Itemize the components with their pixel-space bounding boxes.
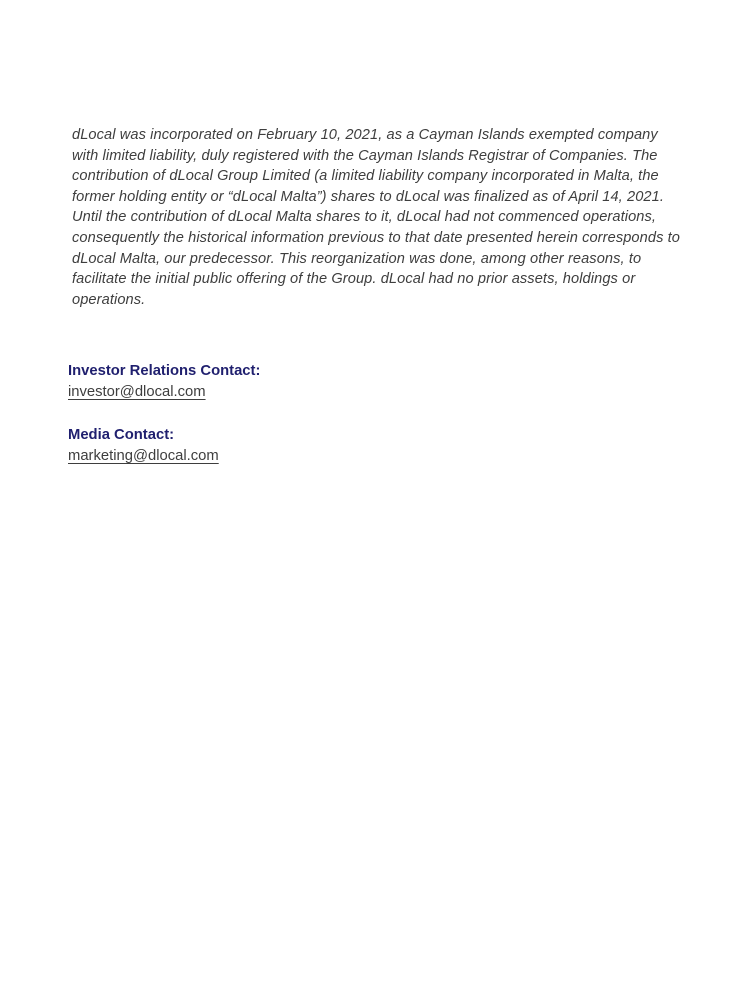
contacts-section — [68, 361, 260, 467]
media-email-link[interactable]: marketing@dlocal.com — [68, 448, 219, 464]
incorporation-disclaimer-paragraph: dLocal was incorporated on February 10, 2021, as a Cayman Islands exempted company with limited liability, duly registered with the Cayman Islands Registrar of Companies. The contribution of dLocal Group Limited (a limited liability company incorporated in Malta, the former holding entity or “dLocal Malta”) shares to dLocal was finalized as of April 14, 2021. Until the contribution of dLocal Malta shares to it, dLocal had not commenced operations, consequently the historical information previous to that date presented herein corresponds to dLocal Malta, our predecessor. This reorganization was done, among other reasons, to facilitate the initial public offering of the Group. dLocal had no prior assets, holdings or operations. — [72, 127, 680, 308]
investor-relations-contact-block — [68, 361, 260, 403]
media-contact-heading: Media Contact: — [68, 427, 175, 443]
investor-relations-contact-heading: Investor Relations Contact: — [68, 363, 261, 379]
media-contact-block — [68, 425, 260, 467]
investor-relations-email-link[interactable]: investor@dlocal.com — [68, 384, 206, 400]
